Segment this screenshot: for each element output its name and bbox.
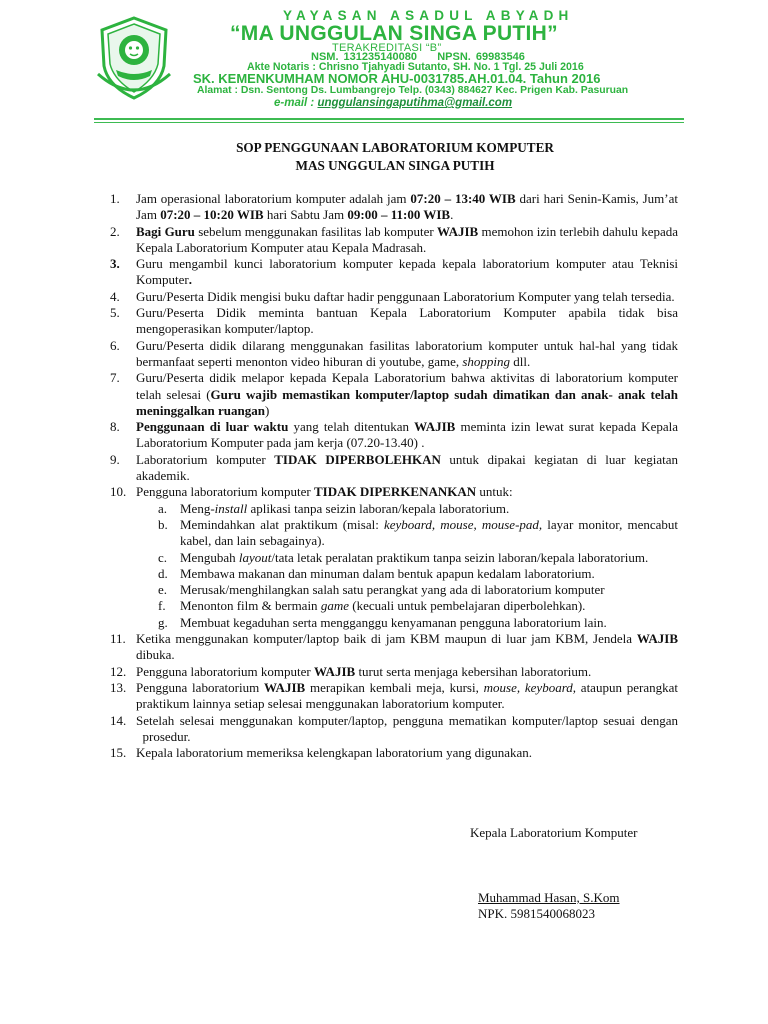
item-text: Merusak/menghilangkan salah satu perangkat yang ada di laboratorium komputer: [180, 582, 605, 598]
item-text: dll.: [510, 353, 531, 369]
item-text-bold: Penggunaan di luar waktu: [136, 419, 289, 435]
item-text-bold: Guru wajib memastikan komputer/laptop sudah dimatikan dan anak- anak telah meninggalkan ruangan: [136, 386, 678, 418]
item-number: 5.: [110, 305, 120, 321]
item-text: Setelah selesai menggunakan komputer/laptop, pengguna mematikan komputer/laptop sesuai dengan prosedur.: [136, 712, 678, 744]
email-link[interactable]: unggulansingaputihma@gmail.com: [317, 97, 513, 109]
item-text: hari Sabtu Jam: [263, 207, 348, 223]
item-text: turut serta menjaga kebersihan laboratorium.: [355, 663, 592, 679]
item-text: Guru/Peserta didik dilarang menggunakan fasilitas laboratorium komputer untuk hal-hal yang tidak bermanfaat seperti menonton video hiburan di youtube, game,: [136, 337, 678, 369]
item-text: /tata letak peralatan praktikum tanpa seizin laboran/kepala laboratorium.: [271, 549, 649, 565]
item-text-bold: WAJIB: [314, 663, 356, 679]
item-text: merapikan kembali meja, kursi,: [305, 679, 484, 695]
sub-list-item: [110, 582, 678, 598]
sub-item-letter: e.: [158, 582, 168, 598]
item-text-bold: WAJIB: [414, 419, 456, 435]
notary-deed: Akte Notaris : Chrisno Tjahyadi Sutanto, SH. No. 1 Tgl. 25 Juli 2016: [247, 61, 584, 73]
email-row: [274, 97, 512, 109]
item-number: 4.: [110, 288, 120, 304]
item-number: 2.: [110, 223, 120, 239]
item-text: layar monitor, mencabut kabel, dan lain sebagainya).: [180, 516, 678, 549]
item-text: Menonton film & bermain: [180, 598, 321, 614]
item-text: (kecuali untuk pembelajaran diperbolehkan).: [348, 598, 586, 614]
item-number: 6.: [110, 337, 120, 353]
document-subtitle: MAS UNGGULAN SINGA PUTIH: [295, 158, 495, 173]
list-item: [110, 484, 678, 500]
sub-item-letter: c.: [158, 549, 168, 565]
item-text-bold: .: [188, 272, 192, 288]
sub-list-item: [110, 598, 678, 614]
item-number: 12.: [110, 663, 127, 679]
signature-id: NPK. 5981540068023: [478, 906, 596, 921]
header-rule-thin: [94, 122, 684, 123]
item-text: Memindahkan alat praktikum (misal:: [180, 516, 384, 532]
list-item: [110, 338, 678, 371]
item-text: dibuka.: [136, 647, 175, 663]
sub-item-letter: g.: [158, 614, 168, 630]
list-item: [110, 664, 678, 680]
item-number: 13.: [110, 679, 127, 695]
item-number: 11.: [110, 631, 126, 647]
item-number: 1.: [110, 191, 120, 206]
item-text: memohon izin terlebih dahulu kepada Kepala Laboratorium Komputer atau Kepala Madrasah.: [136, 223, 679, 255]
sub-list-item: [110, 501, 678, 517]
sub-item-letter: b.: [158, 516, 168, 532]
sub-item-letter: a.: [158, 500, 168, 516]
item-text: aplikasi tanpa seizin laboran/kepala laboratorium.: [247, 500, 510, 516]
address: Alamat : Dsn. Sentong Ds. Lumbangrejo Telp. (0343) 884627 Kec. Prigen Kab. Pasuruan: [197, 85, 629, 96]
list-item: [110, 745, 678, 761]
list-item: [110, 680, 678, 713]
item-text-italic: install: [214, 500, 248, 516]
item-text: Jam operasional laboratorium komputer adalah jam: [136, 191, 411, 206]
sub-list-item: [110, 550, 678, 566]
item-text: Ketika menggunakan komputer/laptop baik di jam KBM maupun di luar jam KBM, Jendela: [136, 631, 637, 647]
signature-title: Kepala Laboratorium Komputer: [470, 825, 638, 840]
item-text: Laboratorium komputer: [136, 451, 275, 467]
sub-item-letter: d.: [158, 565, 168, 581]
item-text-italic: game: [320, 598, 349, 614]
list-item: [110, 370, 678, 419]
sub-item-letter: f.: [158, 598, 166, 614]
item-text: Kepala laboratorium memeriksa kelengkapan laboratorium yang digunakan.: [136, 745, 532, 761]
list-item: [110, 289, 678, 305]
item-text-bold: WAJIB: [264, 679, 306, 695]
list-item: [110, 305, 678, 338]
sop-list: [110, 191, 678, 761]
item-text-italic: mouse, keyboard,: [483, 679, 577, 695]
item-text-bold: 09:00 – 11:00 WIB: [347, 207, 451, 223]
item-text: dari hari Senin-Kamis, Jum’at Jam: [136, 191, 679, 223]
item-number: 15.: [110, 745, 127, 761]
item-number: 14.: [110, 712, 127, 728]
item-text: untuk dipakai kegiatan di luar kegiatan akademik.: [136, 451, 678, 484]
item-text-italic: keyboard, mouse, mouse-pad,: [383, 516, 543, 532]
item-number: 9.: [110, 451, 120, 467]
signature-name: Muhammad Hasan, S.Kom: [478, 890, 620, 905]
item-text-italic: shopping: [462, 353, 511, 369]
document-title: SOP PENGGUNAAN LABORATORIUM KOMPUTER: [236, 140, 554, 155]
header-rule: [94, 118, 684, 120]
list-item: [110, 631, 678, 664]
email-label: e-mail :: [274, 97, 318, 109]
item-text: Mengubah: [180, 549, 239, 565]
item-text: .: [450, 207, 454, 223]
item-text: Pengguna laboratorium: [136, 679, 264, 695]
item-text: ): [264, 402, 270, 418]
item-number: 3.: [110, 256, 120, 272]
item-text: Meng-: [180, 500, 215, 516]
accreditation: TERAKREDITASI “B”: [332, 42, 442, 54]
item-text: Pengguna laboratorium komputer: [136, 484, 314, 500]
item-text: meminta izin lewat surat kepada Kepala Laboratorium Komputer pada jam kerja (07.20-13.40) .: [136, 419, 678, 451]
nsm-number: NSM. 131235140080: [311, 51, 417, 63]
item-text: Pengguna laboratorium komputer: [136, 663, 314, 679]
item-number: 8.: [110, 419, 120, 435]
item-text: sebelum menggunakan fasilitas lab komputer: [194, 223, 438, 239]
list-item: [110, 713, 678, 746]
list-item: [110, 419, 678, 452]
lion-emblem-icon: [96, 16, 172, 100]
sub-list-item: [110, 517, 678, 550]
school-name: “MA UNGGULAN SINGA PUTIH”: [230, 22, 558, 45]
item-text-bold: WAJIB: [636, 631, 678, 647]
item-text-bold: 07:20 – 10:20 WIB: [160, 207, 264, 223]
foundation-name: YAYASAN ASADUL ABYADH: [283, 8, 574, 23]
sk-kemenkumham: SK. KEMENKUMHAM NOMOR AHU-0031785.AH.01.04. Tahun 2016: [193, 71, 601, 86]
item-text: Membawa makanan dan minuman dalam bentuk apapun kedalam laboratorium.: [180, 565, 595, 581]
list-item: [110, 452, 678, 485]
item-text-bold: TIDAK DIPERBOLEHKAN: [274, 451, 441, 467]
item-text-bold: 07:20 – 13:40 WIB: [410, 191, 516, 206]
item-text: ataupun perangkat praktikum lainnya setiap selesai menggunakan laboratorium komputer.: [136, 679, 678, 712]
item-text: Guru/Peserta Didik mengisi buku daftar hadir penggunaan Laboratorium Komputer yang telah tersedia.: [136, 288, 675, 304]
item-text-italic: layout: [238, 549, 272, 565]
item-text: Membuat kegaduhan serta mengganggu kenyamanan pengguna laboratorium lain.: [180, 614, 607, 630]
item-number: 7.: [110, 370, 120, 386]
list-item: [110, 256, 678, 289]
item-text-bold: WAJIB: [437, 223, 479, 239]
item-text: yang telah ditentukan: [288, 419, 415, 435]
item-text-bold: TIDAK DIPERKENANKAN: [314, 484, 477, 500]
npsn-number: NPSN. 69983546: [437, 51, 525, 63]
sub-list-item: [110, 615, 678, 631]
item-text: Guru mengambil kunci laboratorium komputer kepada kepala laboratorium komputer atau Teknisi Komputer: [136, 256, 678, 288]
item-text: Guru/Peserta Didik meminta bantuan Kepala Laboratorium Komputer apabila tidak bisa mengoperasikan komputer/laptop.: [136, 305, 678, 337]
list-item: [110, 224, 678, 257]
item-text-bold: Bagi Guru: [136, 223, 195, 239]
item-text: Guru/Peserta didik melapor kepada Kepala Laboratorium bahwa aktivitas di laboratorium komputer telah selesai (: [136, 370, 678, 402]
item-text: untuk:: [476, 484, 513, 500]
sub-list-item: [110, 566, 678, 582]
item-number: 10.: [110, 484, 127, 500]
list-item: [110, 191, 678, 224]
